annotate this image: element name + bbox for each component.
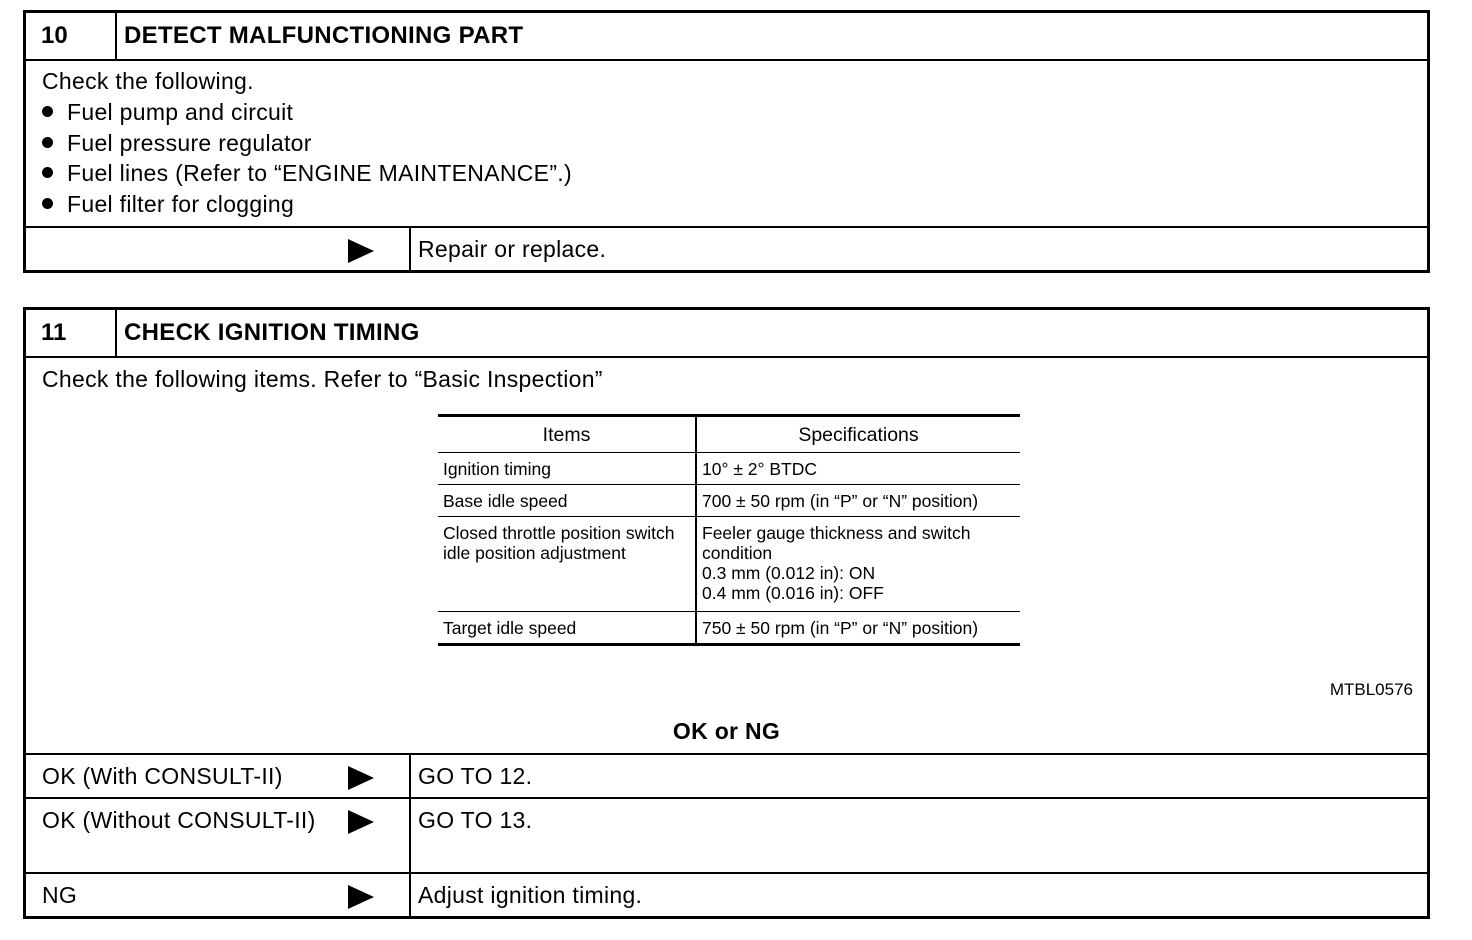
step-10-header (26, 13, 1427, 61)
result-divider (409, 874, 411, 916)
arrow-right-icon (348, 766, 374, 790)
bullet-text: Fuel filter for clogging (67, 191, 295, 217)
result-condition: OK (Without CONSULT-II) (42, 807, 316, 833)
step-11-number: 11 (26, 310, 117, 356)
table-row (438, 612, 1020, 645)
step-11-header (26, 310, 1427, 358)
bullet-icon (42, 106, 53, 117)
result-divider (409, 228, 411, 270)
bullet-text: Fuel pump and circuit (67, 99, 294, 125)
step-10-number: 10 (26, 13, 117, 59)
bullet-item (42, 129, 312, 157)
result-condition: OK (With CONSULT-II) (42, 763, 283, 789)
step-11-result-row (26, 753, 1427, 797)
step-11-title: CHECK IGNITION TIMING (124, 319, 420, 346)
step-10-title: DETECT MALFUNCTIONING PART (124, 22, 524, 49)
bullet-icon (42, 167, 53, 178)
bullet-text: Fuel pressure regulator (67, 130, 312, 156)
bullet-item (42, 98, 293, 126)
step-11-intro: Check the following items. Refer to “Basic Inspection” (42, 366, 603, 392)
spec-item: Target idle speed (438, 612, 696, 645)
bullet-text: Fuel lines (Refer to “ENGINE MAINTENANCE”.) (67, 160, 572, 186)
step-11-box (23, 307, 1430, 919)
step-11-result-row (26, 797, 1427, 872)
bullet-item (42, 159, 572, 187)
spec-item: Ignition timing (438, 453, 696, 485)
arrow-right-icon (348, 810, 374, 834)
spec-table-header-items: Items (438, 416, 696, 453)
table-row (438, 517, 1020, 612)
step-10-box (23, 10, 1430, 273)
result-divider (409, 755, 411, 797)
result-divider (409, 799, 411, 872)
figure-code: MTBL0576 (1329, 680, 1413, 699)
result-action: Adjust ignition timing. (418, 882, 643, 908)
spec-value: 700 ± 50 rpm (in “P” or “N” position) (696, 485, 1020, 517)
step-10-result-row (26, 226, 1427, 270)
result-action: GO TO 12. (418, 763, 533, 789)
spec-value: 750 ± 50 rpm (in “P” or “N” position) (696, 612, 1020, 645)
spec-table-header-specs: Specifications (696, 416, 1020, 453)
spec-table-header-row (438, 416, 1020, 453)
bullet-item (42, 190, 294, 218)
arrow-right-icon (348, 239, 374, 263)
table-row (438, 453, 1020, 485)
bullet-icon (42, 198, 53, 209)
spec-table (438, 414, 1020, 646)
result-condition: NG (42, 882, 78, 908)
spec-item: Base idle speed (438, 485, 696, 517)
result-action: GO TO 13. (418, 807, 533, 833)
spec-item: Closed throttle position switch idle position adjustment (438, 517, 696, 612)
table-row (438, 485, 1020, 517)
step-10-intro: Check the following. (42, 68, 254, 94)
spec-value: Feeler gauge thickness and switch condition 0.3 mm (0.012 in): ON 0.4 mm (0.016 in): OFF (696, 517, 1020, 612)
result-action: Repair or replace. (418, 236, 607, 262)
arrow-right-icon (348, 885, 374, 909)
ok-or-ng-heading: OK or NG (672, 718, 781, 744)
bullet-icon (42, 137, 53, 148)
step-11-result-row (26, 872, 1427, 916)
spec-value: 10° ± 2° BTDC (696, 453, 1020, 485)
